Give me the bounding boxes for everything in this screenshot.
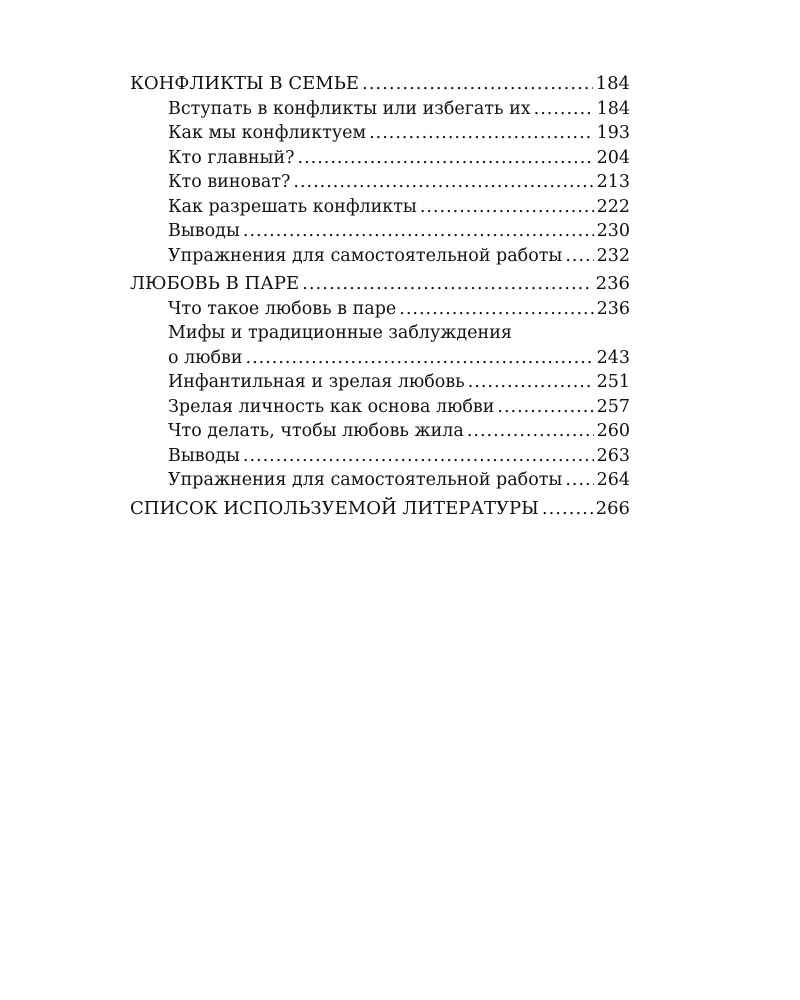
toc-page-number: 266 [595, 497, 630, 519]
toc-item[interactable] [130, 97, 630, 122]
toc-item-title: Выводы [168, 221, 240, 241]
toc-page-number: 263 [596, 445, 630, 466]
toc-item[interactable] [130, 219, 630, 244]
toc-item[interactable] [130, 121, 630, 146]
toc-item[interactable] [130, 419, 630, 444]
toc-page-number: 204 [596, 147, 630, 168]
toc-section-title: ЛЮБОВЬ В ПАРЕ [130, 273, 300, 294]
dot-leader [399, 297, 593, 322]
toc-item-title-line1[interactable]: Мифы и традиционные заблуждения [168, 323, 512, 343]
table-of-contents [130, 72, 630, 521]
toc-item-title: Инфантильная и зрелая любовь [168, 372, 465, 392]
dot-leader [467, 419, 594, 444]
dot-leader [497, 395, 593, 420]
toc-section-title: КОНФЛИКТЫ В СЕМЬЕ [130, 73, 359, 94]
toc-item-title: Выводы [168, 445, 240, 466]
toc-item-title: Что делать, чтобы любовь жила [168, 421, 464, 441]
toc-item[interactable] [130, 370, 630, 395]
toc-item-title: Кто виноват? [168, 172, 291, 192]
dot-leader [293, 170, 593, 195]
dot-leader [534, 97, 594, 122]
toc-item-title: Упражнения для самостоятельной работы [168, 470, 563, 490]
toc-page-number: 264 [596, 470, 630, 490]
toc-item-title: Упражнения для самостоятельной работы [168, 245, 563, 266]
toc-item[interactable] [130, 195, 630, 220]
toc-section-title: СПИСОК ИСПОЛЬЗУЕМОЙ ЛИТЕРАТУРЫ [130, 497, 539, 519]
toc-page-number: 184 [595, 73, 630, 94]
dot-leader [542, 497, 593, 522]
dot-leader [298, 146, 594, 171]
dot-leader [246, 346, 594, 371]
toc-section-references[interactable] [130, 497, 630, 522]
toc-item-title: Кто главный? [168, 147, 295, 168]
toc-item[interactable] [130, 170, 630, 195]
toc-page-number: 243 [596, 347, 630, 368]
toc-section-love[interactable] [130, 272, 630, 297]
toc-page-number: 193 [596, 123, 630, 143]
dot-leader [243, 444, 594, 469]
toc-page-number: 232 [596, 245, 630, 266]
toc-page-number: 230 [596, 221, 630, 241]
toc-item-title: Что такое любовь в паре [168, 298, 397, 319]
toc-page-number: 222 [596, 196, 630, 217]
toc-item-title: о любви [168, 347, 243, 368]
toc-page-number: 257 [596, 396, 630, 417]
toc-item[interactable] [130, 468, 630, 493]
dot-leader [565, 468, 593, 493]
toc-item-title: Вступать в конфликты или избегать их [168, 98, 531, 119]
toc-item-title: Как разрешать конфликты [168, 196, 417, 217]
dot-leader [420, 195, 594, 220]
toc-item[interactable] [130, 297, 630, 322]
toc-item[interactable] [130, 346, 630, 371]
toc-page-number: 236 [596, 298, 630, 319]
toc-item[interactable] [130, 244, 630, 269]
dot-leader [243, 219, 594, 244]
toc-item-title: Зрелая личность как основа любви [168, 396, 495, 417]
toc-item-title: Как мы конфликтуем [168, 123, 367, 143]
toc-page-number: 236 [595, 273, 630, 294]
dot-leader [362, 72, 593, 97]
toc-page-number: 213 [596, 172, 630, 192]
toc-item[interactable] [130, 444, 630, 469]
dot-leader [468, 370, 594, 395]
toc-item[interactable] [130, 146, 630, 171]
toc-item[interactable] [130, 395, 630, 420]
toc-section-conflicts[interactable] [130, 72, 630, 97]
dot-leader [369, 121, 594, 146]
dot-leader [302, 272, 593, 297]
toc-page-number: 184 [596, 98, 630, 119]
dot-leader [565, 244, 593, 269]
toc-page-number: 251 [596, 372, 630, 392]
toc-page-number: 260 [596, 421, 630, 441]
